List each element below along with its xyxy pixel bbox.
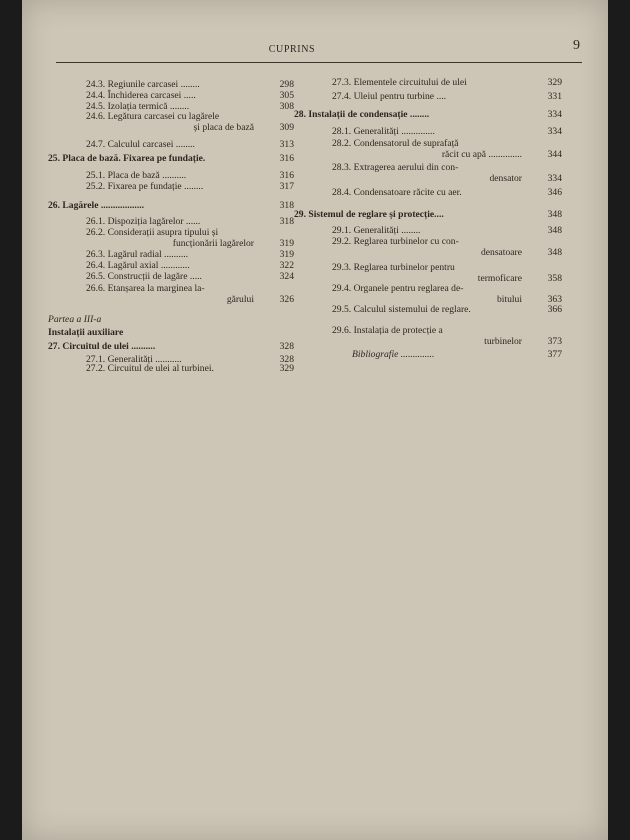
entry-page-number: 308: [279, 101, 294, 112]
entry-page-number: 298: [279, 79, 294, 90]
entry-title: 29.1. Generalități ........: [332, 225, 421, 236]
entry-title: 26.1. Dispoziția lagărelor ......: [86, 216, 201, 227]
entry-page-number: 313: [279, 139, 294, 150]
right-entry: [294, 78, 562, 89]
left-entry: [48, 328, 294, 339]
entry-page-number: 324: [279, 271, 294, 282]
right-entry: [294, 326, 562, 348]
entry-title: 26.2. Considerații asupra tipului și: [86, 227, 219, 238]
right-entry: [294, 127, 562, 138]
entry-title: 27.4. Uleiul pentru turbine ....: [332, 91, 447, 102]
right-entry: [294, 188, 562, 199]
entry-title-continuation: bitului: [496, 294, 522, 305]
entry-page-number: 317: [279, 181, 294, 192]
entry-title-continuation: funcționării lagărelor: [172, 238, 254, 249]
entry-title: 26. Lagărele ..................: [48, 200, 145, 211]
entry-title: 24.6. Legătura carcasei cu lagărele: [86, 111, 220, 122]
entry-page-number: 328: [279, 341, 294, 352]
left-entry: [48, 272, 294, 283]
entry-title-continuation: răcit cu apă ..............: [441, 149, 522, 160]
entry-title: Instalații auxiliare: [48, 327, 124, 338]
entry-title-continuation: și placa de bază: [193, 122, 254, 133]
right-entry: [294, 210, 562, 221]
entry-title-continuation: gărului: [226, 294, 254, 305]
entry-title: 25. Placa de bază. Fixarea pe fundație.: [48, 153, 206, 164]
left-entry: [48, 364, 294, 375]
left-entry: [48, 112, 294, 134]
entry-title: 27.1. Generalități ...........: [86, 354, 182, 365]
entry-title-continuation: densatoare: [480, 247, 522, 258]
entry-title: 29.6. Instalația de protecție a: [332, 325, 443, 336]
entry-page-number: 316: [279, 170, 294, 181]
entry-title: 26.5. Construcții de lagăre .....: [86, 271, 202, 282]
entry-title: 27.2. Circuitul de ulei al turbinei.: [86, 363, 214, 374]
entry-title: 24.3. Regiunile carcasei ........: [86, 79, 200, 90]
entry-title: 24.7. Calculul carcasei ........: [86, 139, 195, 150]
left-entry: [48, 140, 294, 151]
entry-title: Bibliografie ..............: [352, 349, 435, 360]
entry-title: 25.2. Fixarea pe fundație ........: [86, 181, 204, 192]
left-entry: [48, 182, 294, 193]
entry-page-number: 366: [547, 304, 562, 315]
right-entry: [294, 263, 562, 285]
entry-title: 24.5. Izolația termică ........: [86, 101, 190, 112]
entry-page-number: 305: [279, 90, 294, 101]
entry-title: 28.1. Generalități ..............: [332, 126, 435, 137]
entry-page-number: 348: [547, 225, 562, 236]
right-entry: [294, 350, 562, 361]
left-entry: [48, 315, 294, 326]
entry-title: 28.2. Condensatorul de suprafață: [332, 138, 459, 149]
entry-title-continuation: turbinelor: [484, 336, 522, 347]
entry-title: 29.4. Organele pentru reglarea de-: [332, 283, 464, 294]
entry-page-number: 334: [547, 126, 562, 137]
left-entry: [48, 201, 294, 212]
entry-title: 28.3. Extragerea aerului din con-: [332, 162, 459, 173]
entry-title: 24.4. Închiderea carcasei .....: [86, 90, 196, 101]
entry-title: 29.5. Calculul sistemului de reglare.: [332, 304, 471, 315]
entry-page-number: 319: [279, 249, 294, 260]
entry-page-number: 334: [547, 173, 562, 184]
entry-title: 27.3. Elementele circuitului de ulei: [332, 77, 467, 88]
entry-title: 26.4. Lagărul axial ............: [86, 260, 190, 271]
left-entry: [48, 228, 294, 250]
entry-page-number: 318: [279, 200, 294, 211]
entry-page-number: 358: [547, 273, 562, 284]
book-page: [22, 0, 608, 840]
entry-title: 28. Instalații de condensație ........: [294, 109, 430, 120]
entry-title: 29. Sistemul de reglare și protecție....: [294, 209, 444, 220]
running-header-title: CUPRINS: [268, 44, 316, 55]
entry-page-number: 329: [279, 363, 294, 374]
entry-title: 25.1. Placa de bază ..........: [86, 170, 187, 181]
entry-page-number: 322: [279, 260, 294, 271]
entry-title: 26.6. Etanșarea la marginea la-: [86, 283, 205, 294]
right-entry: [294, 92, 562, 103]
entry-title: Partea a III-a: [48, 314, 102, 325]
entry-page-number: 329: [547, 77, 562, 88]
right-entry: [294, 110, 562, 121]
entry-title-continuation: densator: [489, 173, 522, 184]
entry-page-number: 318: [279, 216, 294, 227]
entry-page-number: 348: [547, 247, 562, 258]
entry-page-number: 344: [547, 149, 562, 160]
entry-title: 26.3. Lagărul radial ..........: [86, 249, 189, 260]
entry-title: 29.2. Reglarea turbinelor cu con-: [332, 236, 459, 247]
right-entry: [294, 163, 562, 185]
header-rule: [56, 62, 582, 63]
entry-page-number: 309: [279, 122, 294, 133]
left-entry: [48, 154, 294, 165]
entry-page-number: 326: [279, 294, 294, 305]
entry-title: 28.4. Condensatoare răcite cu aer.: [332, 187, 462, 198]
entry-page-number: 316: [279, 153, 294, 164]
entry-title-continuation: termoficare: [477, 273, 522, 284]
entry-page-number: 328: [279, 354, 294, 365]
entry-page-number: 331: [547, 91, 562, 102]
right-entry: [294, 237, 562, 259]
entry-page-number: 334: [547, 109, 562, 120]
right-entry: [294, 139, 562, 161]
entry-page-number: 348: [547, 209, 562, 220]
entry-page-number: 346: [547, 187, 562, 198]
entry-title: 29.3. Reglarea turbinelor pentru: [332, 262, 455, 273]
right-entry: [294, 305, 562, 316]
entry-page-number: 319: [279, 238, 294, 249]
page-number: 9: [573, 38, 580, 53]
entry-page-number: 363: [547, 294, 562, 305]
entry-title: 27. Circuitul de ulei ..........: [48, 341, 156, 352]
left-entry: [48, 342, 294, 353]
entry-page-number: 373: [547, 336, 562, 347]
right-entry: [294, 284, 562, 306]
entry-page-number: 377: [547, 349, 562, 360]
left-entry: [48, 284, 294, 306]
